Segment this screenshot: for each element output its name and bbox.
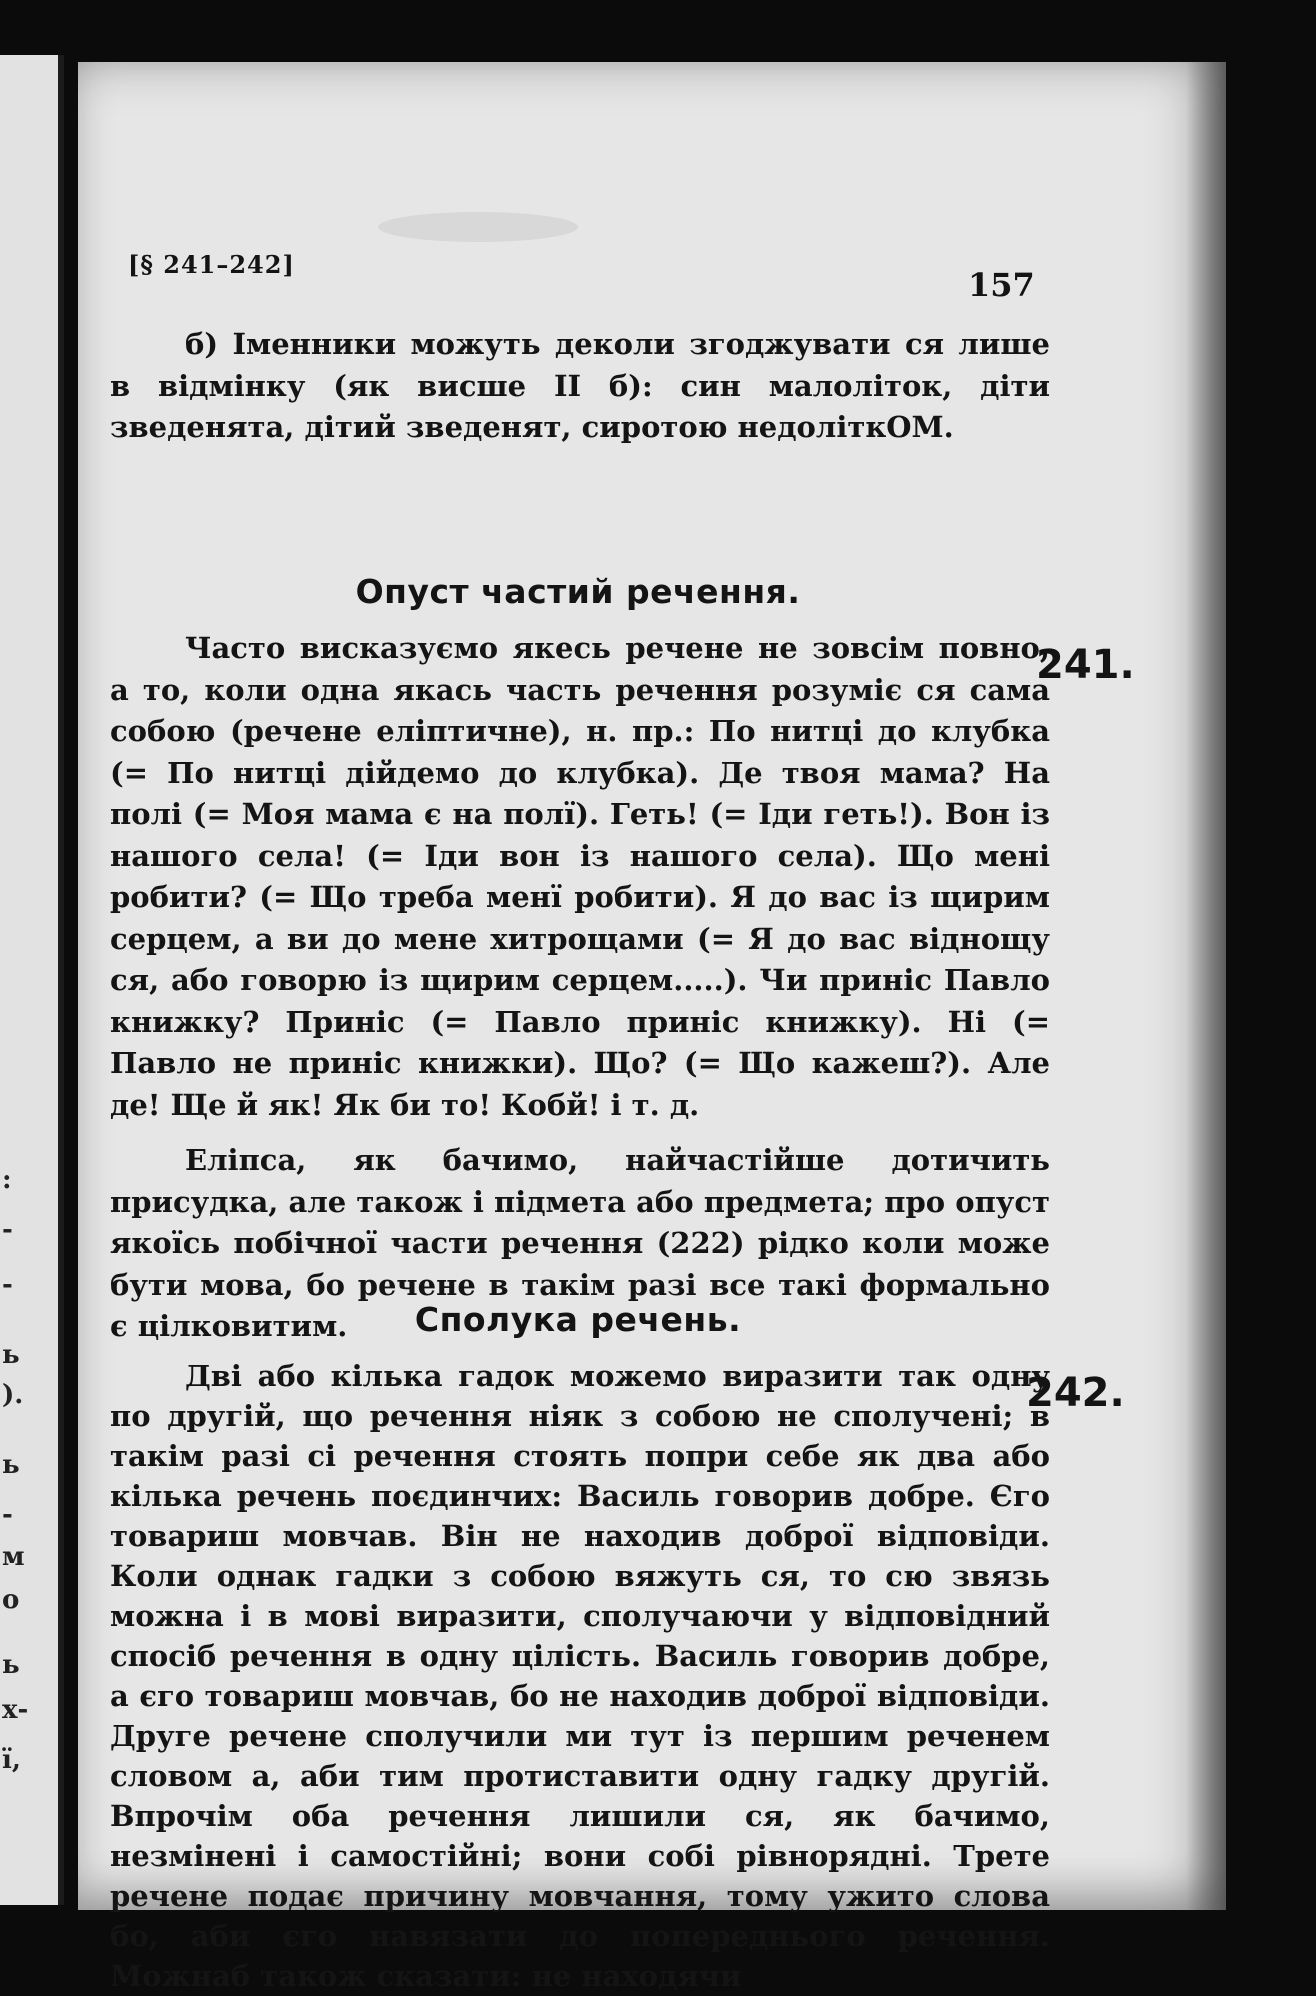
left-page-fragment: -	[2, 1500, 13, 1530]
left-page-fragment: х-	[2, 1695, 29, 1725]
paper-smudge	[378, 212, 578, 242]
book-page	[78, 62, 1226, 1993]
paragraph: Часто висказуємо якесь речене не зовсім повно, а то, коли одна якась часть речення розуміє ся сама собою (речене еліптичне), н. пр.: По нитці до клубка (= По нитці дійдемо до клубка). Де твоя мама? На полі (= Моя мама є на полї). Геть! (= Іди геть!). Вон із нашого села! (= Іди вон із нашого села). Що мені робити? (= Що треба менї робити). Я до вас із щирим серцем, а ви до мене хитрощами (= Я до вас віднощу ся, або говорю із щирим серцем.....). Чи приніс Павло книжку? Приніс (= Павло приніс книжку). Ні (= Павло не приніс книжки). Що? (= Що кажеш?). Але де! Ще й як! Як би то! Кобй! і т. д.	[110, 631, 1050, 1122]
left-page-fragment: -	[2, 1215, 13, 1245]
left-page-fragment: ь	[2, 1650, 20, 1680]
section-reference: [§ 241–242]	[128, 250, 295, 279]
page-number: 157	[968, 266, 1035, 304]
section-heading: Опуст частий речення.	[355, 572, 801, 611]
left-page-fragment: м	[2, 1542, 25, 1572]
section-heading: Сполука речень.	[414, 1300, 742, 1339]
paragraph: Дві або кілька гадок можемо виразити так одну по другій, що речення ніяк з собою не сполучені; в такім разі сі речення стоять попри себе як два або кілька речень поєдинчих: Василь говорив добре. Єго товариш мовчав. Він не находив доброї відповіди. Коли однак гадки з собою вяжуть ся, то сю звязь можна і в мові виразити, сполучаючи у відповідний спосіб речення в одну цілість. Василь говорив добре, а єго товариш мовчав, бо не находив доброї відповіди. Друге речене сполучили ми тут із першим реченем словом а, аби тим протиставити одну гадку другій. Впрочім оба речення лишили ся, як бачимо, незмінені і самостійні; вони собі рівнорядні. Трете речене подає причину мовчання, тому ужито слова бо, аби єго навязати до попереднього речення. Можнаб також сказати: не находячи	[110, 1359, 1050, 1993]
left-page-fragment: ь	[2, 1450, 20, 1480]
left-page-fragment: :	[2, 1165, 12, 1195]
left-page-fragment: о	[2, 1585, 20, 1615]
left-page-fragment: ).	[2, 1380, 24, 1410]
paragraph: Еліпса, як бачимо, найчастійше дотичить присудка, але також і підмета або предмета; про опуст якоїсь побічної части речення (222) рідко коли може бути мова, бо речене в такім разі все такі формально є цілковитим.	[110, 1143, 1050, 1343]
paragraph-block	[110, 1356, 1050, 1996]
section-number: 242.	[1026, 1370, 1125, 1416]
section-number: 241.	[1036, 642, 1135, 688]
left-page-fragment: -	[2, 1270, 13, 1300]
left-page-fragment: ї,	[2, 1745, 21, 1775]
left-page-fragment: ь	[2, 1340, 20, 1370]
left-page-edge	[0, 55, 64, 1905]
paragraph-block	[110, 324, 1050, 449]
paragraph: б) Іменники можуть деколи згоджувати ся лише в відмінку (як висше II б): син малоліток, діти зведенята, дітий зведенят, сиротою недоліткОМ.	[110, 327, 1050, 444]
paragraph-block	[110, 628, 1050, 1348]
